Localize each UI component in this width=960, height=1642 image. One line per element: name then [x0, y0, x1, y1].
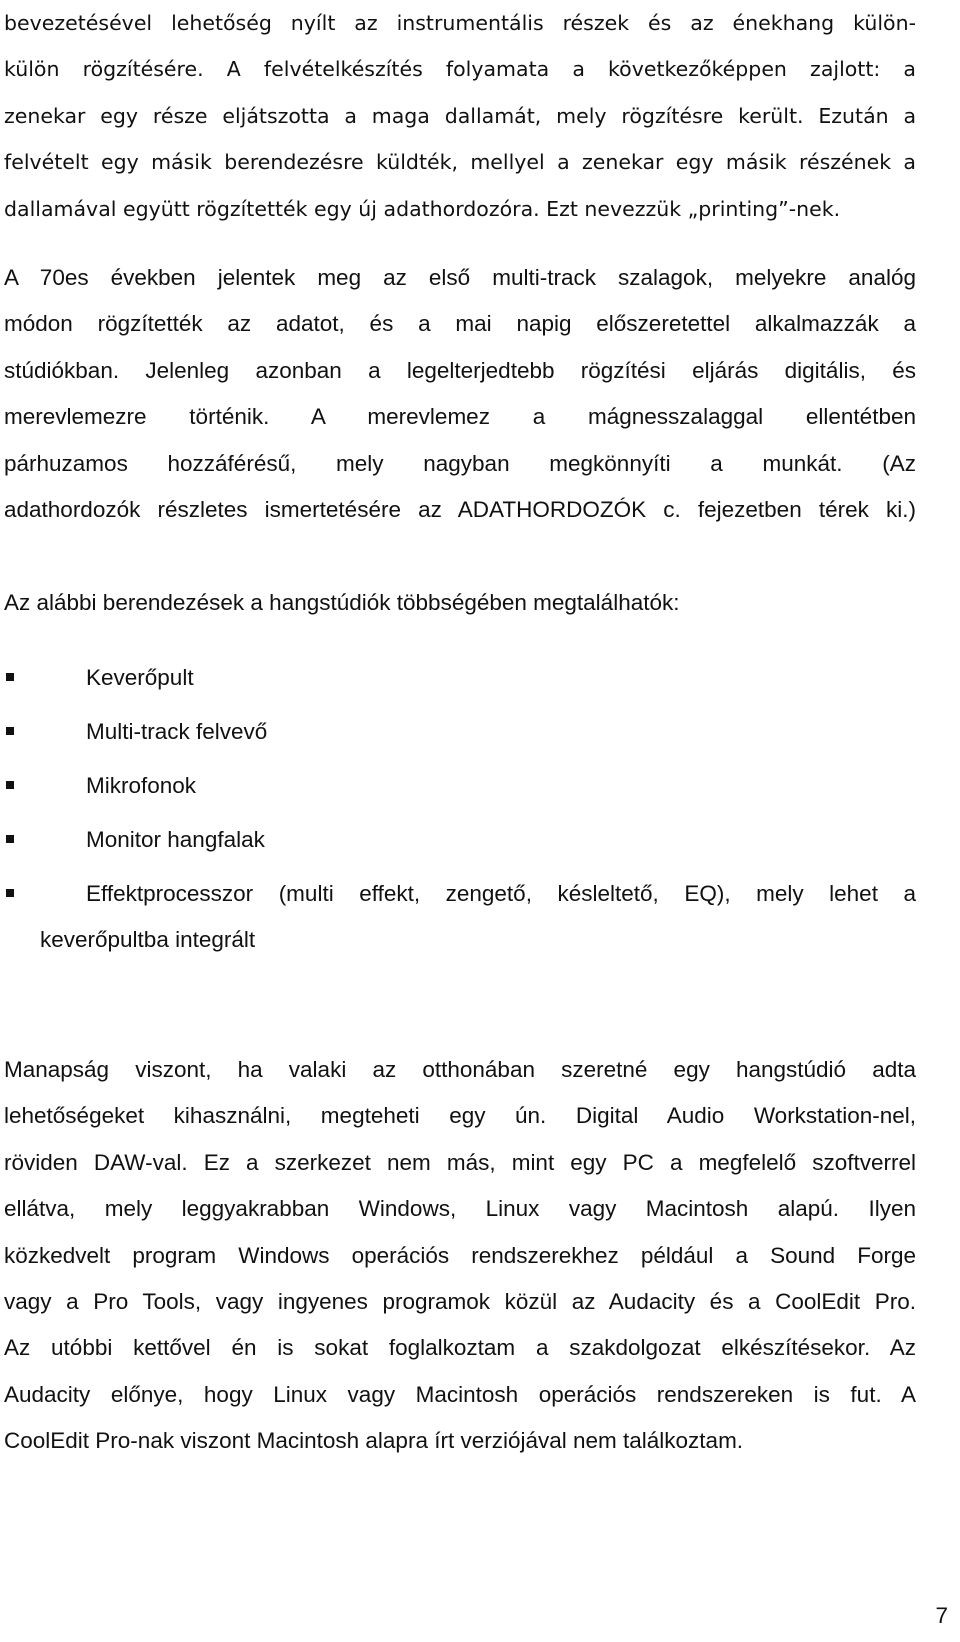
- text-line: dallamával együtt rögzítették egy új adathordozóra. Ezt nevezzük „printing”-nek.: [4, 196, 841, 221]
- list-item: [4, 655, 916, 709]
- list-item-label: Keverőpult: [86, 665, 194, 690]
- list-item-label: Effektprocesszor (multi effekt, zengető, késleltető, EQ), mely lehet a: [86, 881, 916, 906]
- square-bullet-icon: [6, 781, 14, 789]
- list-item-label: Monitor hangfalak: [86, 827, 265, 852]
- square-bullet-icon: [6, 889, 14, 897]
- text-line: lehetőségeket kihasználni, megteheti egy ún. Digital Audio Workstation-nel,: [4, 1103, 916, 1129]
- paragraph-multitrack: [4, 255, 916, 533]
- list-intro: [4, 580, 916, 626]
- text-line: Audacity előnye, hogy Linux vagy Macintosh operációs rendszereken is fut. A: [4, 1381, 916, 1407]
- square-bullet-icon: [6, 835, 14, 843]
- square-bullet-icon: [6, 673, 14, 681]
- text-line: vagy a Pro Tools, vagy ingyenes programok közül az Audacity és a CoolEdit Pro.: [4, 1288, 916, 1314]
- text-line: bevezetésével lehetőség nyílt az instrumentális részek és az énekhang külön-: [4, 11, 916, 35]
- paragraph-printing: [4, 0, 916, 232]
- text-line: CoolEdit Pro-nak viszont Macintosh alapra írt verziójával nem találkoztam.: [4, 1428, 744, 1454]
- list-item: [4, 817, 916, 871]
- list-item: [4, 763, 916, 817]
- text-line: Az alábbi berendezések a hangstúdiók többségében megtalálhatók:: [4, 590, 680, 615]
- text-line: külön rögzítésére. A felvételkészítés folyamata a következőképpen zajlott: a: [4, 57, 916, 82]
- page-number: 7: [935, 1603, 948, 1628]
- text-line: merevlemezre történik. A merevlemez a mágnesszalaggal ellentétben: [4, 404, 916, 430]
- text-line: röviden DAW-val. Ez a szerkezet nem más, mint egy PC a megfelelő szoftverrel: [4, 1149, 916, 1175]
- equipment-list: [4, 655, 916, 963]
- list-item-label-continued: keverőpultba integrált: [40, 927, 256, 952]
- text-line: zenekar egy része eljátszotta a maga dallamát, mely rögzítésre került. Ezután a: [4, 103, 917, 128]
- text-line: módon rögzítették az adatot, és a mai napig előszeretettel alkalmazzák a: [4, 311, 916, 337]
- text-line: Az utóbbi kettővel én is sokat foglalkoztam a szakdolgozat elkészítésekor. Az: [4, 1335, 916, 1361]
- list-item: [4, 709, 916, 763]
- text-line: stúdiókban. Jelenleg azonban a legelterjedtebb rögzítési eljárás digitális, és: [4, 357, 916, 383]
- text-line: adathordozók részletes ismertetésére az ADATHORDOZÓK c. fejezetben térek ki.): [4, 496, 916, 522]
- text-line: Manapság viszont, ha valaki az otthonában szeretné egy hangstúdió adta: [4, 1057, 916, 1082]
- list-item: [4, 871, 916, 963]
- text-line: felvételt egy másik berendezésre küldték, mellyel a zenekar egy másik részének a: [4, 150, 916, 175]
- paragraph-daw: [4, 1047, 916, 1465]
- text-line: párhuzamos hozzáférésű, mely nagyban megkönnyíti a munkát. (Az: [4, 450, 916, 476]
- text-line: A 70es években jelentek meg az első multi-track szalagok, melyekre analóg: [4, 265, 916, 290]
- text-line: ellátva, mely leggyakrabban Windows, Linux vagy Macintosh alapú. Ilyen: [4, 1196, 916, 1222]
- square-bullet-icon: [6, 727, 14, 735]
- list-item-label: Mikrofonok: [86, 773, 197, 798]
- text-line: közkedvelt program Windows operációs rendszerekhez például a Sound Forge: [4, 1242, 916, 1268]
- list-item-label: Multi-track felvevő: [86, 719, 268, 744]
